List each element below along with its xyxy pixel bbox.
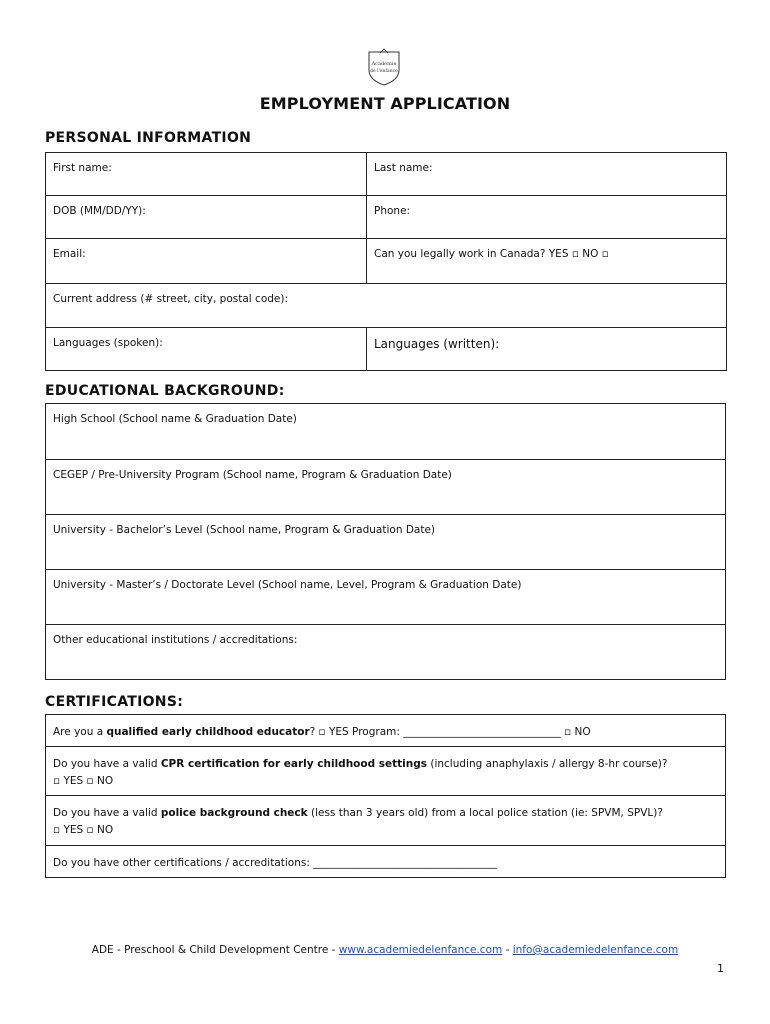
- cert-ece-options: ? ▫ YES Program: ______________________________ ▫ NO: [309, 726, 591, 738]
- education-row-cegep[interactable]: [46, 460, 726, 515]
- education-row-label: CEGEP / Pre-University Program (School name, Program & Graduation Date): [53, 469, 452, 481]
- cert-ece-question[interactable]: [46, 715, 726, 747]
- education-table: [45, 403, 726, 680]
- education-row-masters[interactable]: [46, 570, 726, 625]
- page-number: 1: [717, 962, 724, 975]
- footer-separator: -: [502, 944, 513, 956]
- phone-label: Phone:: [374, 205, 411, 217]
- education-heading: EDUCATIONAL BACKGROUND:: [45, 383, 285, 399]
- personal-info-table: [45, 152, 727, 371]
- education-row-label: University - Master’s / Doctorate Level (School name, Level, Program & Graduation Date): [53, 579, 522, 591]
- website-link[interactable]: www.academiedelenfance.com: [338, 944, 503, 956]
- cert-police-question[interactable]: [46, 796, 726, 846]
- work-canada-label: Can you legally work in Canada? YES ▫ NO ▫: [374, 248, 609, 260]
- certifications-heading: CERTIFICATIONS:: [45, 694, 184, 710]
- cert-ece-bold: qualified early childhood educator: [106, 726, 310, 738]
- education-row-other[interactable]: [46, 625, 726, 680]
- logo-text: Académie: [371, 61, 397, 67]
- last-name-field[interactable]: [367, 153, 727, 196]
- footer: [0, 944, 770, 956]
- last-name-label: Last name:: [374, 162, 433, 174]
- cert-police-text: Do you have a valid: [53, 807, 161, 819]
- education-row-bachelor[interactable]: [46, 515, 726, 570]
- first-name-field[interactable]: [46, 153, 367, 196]
- address-label: Current address (# street, city, postal code):: [53, 293, 288, 305]
- languages-written-field[interactable]: [367, 328, 727, 371]
- cert-police-text-end: (less than 3 years old) from a local police station (ie: SPVM, SPVL)?: [307, 807, 663, 819]
- certifications-table: [45, 714, 726, 878]
- email-label: Email:: [53, 248, 86, 260]
- education-row-label: High School (School name & Graduation Date): [53, 413, 297, 425]
- languages-spoken-field[interactable]: [46, 328, 367, 371]
- cert-police-bold: police background check: [160, 807, 308, 819]
- education-row-label: Other educational institutions / accreditations:: [53, 634, 298, 646]
- email-link[interactable]: info@academiedelenfance.com: [512, 944, 679, 956]
- personal-info-heading: PERSONAL INFORMATION: [45, 130, 252, 146]
- school-logo: [366, 48, 402, 86]
- languages-spoken-label: Languages (spoken):: [53, 337, 163, 349]
- email-field[interactable]: [46, 239, 367, 284]
- education-row-label: University - Bachelor’s Level (School name, Program & Graduation Date): [53, 524, 436, 536]
- cert-other-text: Do you have other certifications / accreditations: ___________________________________: [53, 857, 497, 869]
- cert-cpr-text-end: (including anaphylaxis / allergy 8-hr course)?: [427, 758, 668, 770]
- first-name-label: First name:: [53, 162, 112, 174]
- languages-written-label: Languages (written):: [374, 337, 500, 351]
- cert-cpr-bold: CPR certification for early childhood settings: [160, 758, 428, 770]
- work-canada-field[interactable]: [367, 239, 727, 284]
- cert-cpr-text: Do you have a valid: [53, 758, 161, 770]
- footer-text: ADE - Preschool & Child Development Centre -: [91, 944, 339, 956]
- cert-ece-text: Are you a: [53, 726, 107, 738]
- education-row-high-school[interactable]: [46, 404, 726, 460]
- cert-cpr-question[interactable]: [46, 747, 726, 796]
- phone-field[interactable]: [367, 196, 727, 239]
- address-field[interactable]: [46, 284, 727, 328]
- page-title: EMPLOYMENT APPLICATION: [259, 94, 511, 113]
- dob-field[interactable]: [46, 196, 367, 239]
- dob-label: DOB (MM/DD/YY):: [53, 205, 146, 217]
- svg-text:de l'enfance: de l'enfance: [370, 69, 398, 74]
- cert-other-question[interactable]: [46, 846, 726, 878]
- cert-cpr-options: ▫ YES ▫ NO: [53, 775, 114, 787]
- cert-police-options: ▫ YES ▫ NO: [53, 824, 114, 836]
